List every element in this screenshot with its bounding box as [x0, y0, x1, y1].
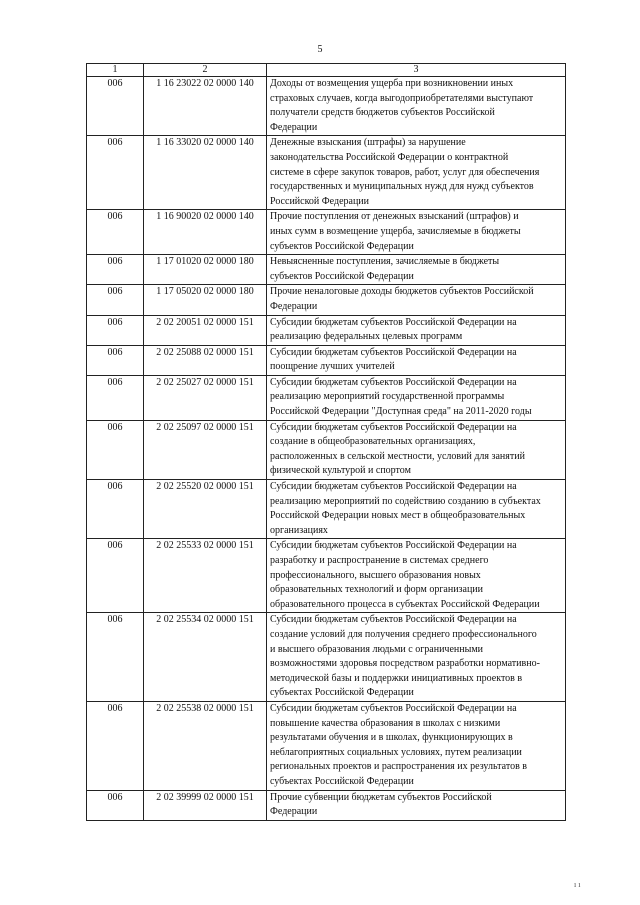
- budget-code-cell: 2 02 25097 02 0000 151: [144, 420, 267, 479]
- budget-code-cell: 2 02 25538 02 0000 151: [144, 701, 267, 790]
- description-line: региональных проектов и распространения их результатов в: [270, 761, 528, 773]
- description-line: субъектах Российской Федерации: [270, 687, 414, 699]
- description-line: физической культурой и спортом: [270, 465, 411, 477]
- description-cell: [267, 613, 566, 702]
- description-line: реализацию федеральных целевых программ: [270, 331, 463, 343]
- admin-code-cell: 006: [87, 420, 144, 479]
- description-line: Федерации: [270, 300, 318, 312]
- table-row: [87, 701, 566, 790]
- table-row: [87, 255, 566, 285]
- table-header-row: [87, 64, 566, 77]
- description-line: профессионального, высшего образования новых: [270, 569, 481, 581]
- budget-code-cell: 2 02 39999 02 0000 151: [144, 790, 267, 820]
- description-cell: [267, 255, 566, 285]
- description-line: субъектах Российской Федерации: [270, 775, 414, 787]
- description-line: образовательного процесса в субъектах Российской Федерации: [270, 598, 540, 610]
- table-row: [87, 539, 566, 613]
- page-number: 5: [317, 44, 323, 55]
- description-line: Доходы от возмещения ущерба при возникновении иных: [270, 78, 514, 89]
- admin-code-cell: 006: [87, 77, 144, 136]
- admin-code-cell: 006: [87, 136, 144, 210]
- table-body: [87, 77, 566, 821]
- admin-code-cell: 006: [87, 315, 144, 345]
- description-line: возможностями здоровья посредством разработки нормативно-: [270, 658, 540, 670]
- budget-code-cell: 2 02 20051 02 0000 151: [144, 315, 267, 345]
- description-line: создание в общеобразовательных организациях,: [270, 436, 476, 448]
- description-cell: [267, 790, 566, 820]
- table-row: [87, 345, 566, 375]
- description-line: Прочие неналоговые доходы бюджетов субъектов Российской: [270, 286, 534, 298]
- description-cell: [267, 136, 566, 210]
- description-line: Субсидии бюджетам субъектов Российской Федерации на: [270, 481, 517, 493]
- description-line: Прочие субвенции бюджетам субъектов Российской: [270, 791, 492, 803]
- budget-code-cell: 1 17 01020 02 0000 180: [144, 255, 267, 285]
- description-line: законодательства Российской Федерации о контрактной: [270, 151, 509, 163]
- description-line: Субсидии бюджетам субъектов Российской Федерации на: [270, 540, 517, 552]
- description-line: создание условий для получения среднего профессионального: [270, 628, 537, 640]
- description-cell: [267, 375, 566, 420]
- description-line: Денежные взыскания (штрафы) за нарушение: [270, 137, 466, 149]
- description-line: Субсидии бюджетам субъектов Российской Федерации на: [270, 421, 517, 433]
- description-cell: [267, 77, 566, 136]
- table-row: [87, 420, 566, 479]
- description-line: Прочие поступления от денежных взысканий (штрафов) и: [270, 211, 519, 223]
- table-row: [87, 77, 566, 136]
- admin-code-cell: 006: [87, 255, 144, 285]
- description-line: Невыясненные поступления, зачисляемые в бюджеты: [270, 256, 500, 268]
- description-line: субъектов Российской Федерации: [270, 270, 414, 282]
- table-row: [87, 285, 566, 315]
- description-line: образовательных технологий и форм организации: [270, 584, 484, 596]
- budget-code-cell: 1 16 33020 02 0000 140: [144, 136, 267, 210]
- budget-code-cell: 2 02 25027 02 0000 151: [144, 375, 267, 420]
- table-row: [87, 375, 566, 420]
- description-line: Российской Федерации: [270, 195, 370, 207]
- table-row: [87, 210, 566, 255]
- description-cell: [267, 345, 566, 375]
- description-line: реализацию мероприятий государственной программы: [270, 391, 505, 403]
- revenue-codes-table: [86, 63, 566, 821]
- admin-code-cell: 006: [87, 613, 144, 702]
- column-header-admin-code: 1: [87, 64, 144, 77]
- description-cell: [267, 285, 566, 315]
- description-cell: [267, 315, 566, 345]
- admin-code-cell: 006: [87, 375, 144, 420]
- description-line: Российской Федерации новых мест в общеобразовательных: [270, 510, 526, 522]
- table-row: [87, 613, 566, 702]
- description-line: разработку и распространение в системах среднего: [270, 555, 489, 566]
- description-line: методической базы и поддержки инициативных проектов в: [270, 672, 523, 684]
- description-line: Федерации: [270, 121, 318, 133]
- description-line: организациях: [270, 524, 328, 536]
- description-line: Российской Федерации "Доступная среда" на 2011-2020 годы: [270, 406, 532, 418]
- table-row: [87, 136, 566, 210]
- table-row: [87, 790, 566, 820]
- description-line: страховых случаев, когда выгодоприобретателями выступают: [270, 92, 534, 104]
- description-cell: [267, 480, 566, 539]
- description-line: получатели средств бюджетов субъектов Российской: [270, 107, 495, 119]
- description-cell: [267, 539, 566, 613]
- budget-code-cell: 2 02 25520 02 0000 151: [144, 480, 267, 539]
- budget-code-cell: 1 16 23022 02 0000 140: [144, 77, 267, 136]
- column-header-kbk: 2: [144, 64, 267, 77]
- description-line: системе в сфере закупок товаров, работ, услуг для обеспечения: [270, 166, 540, 178]
- budget-code-cell: 2 02 25534 02 0000 151: [144, 613, 267, 702]
- column-header-description: 3: [267, 64, 566, 77]
- description-line: результатами обучения и в школах, функционирующих в: [270, 732, 513, 744]
- admin-code-cell: 006: [87, 480, 144, 539]
- admin-code-cell: 006: [87, 539, 144, 613]
- budget-code-cell: 1 17 05020 02 0000 180: [144, 285, 267, 315]
- description-line: Субсидии бюджетам субъектов Российской Федерации на: [270, 376, 517, 388]
- description-line: и высшего образования людьми с ограниченными: [270, 643, 484, 655]
- description-line: Федерации: [270, 806, 318, 818]
- description-line: иных сумм в возмещение ущерба, зачисляемые в бюджеты: [270, 225, 521, 237]
- admin-code-cell: 006: [87, 790, 144, 820]
- description-line: повышение качества образования в школах с низкими: [270, 717, 501, 729]
- description-cell: [267, 420, 566, 479]
- description-line: расположенных в сельской местности, условий для занятий: [270, 450, 525, 462]
- admin-code-cell: 006: [87, 701, 144, 790]
- table-row: [87, 315, 566, 345]
- description-line: государственных и муниципальных нужд для нужд субъектов: [270, 181, 534, 193]
- table-row: [87, 480, 566, 539]
- admin-code-cell: 006: [87, 210, 144, 255]
- description-line: субъектов Российской Федерации: [270, 240, 414, 252]
- admin-code-cell: 006: [87, 285, 144, 315]
- admin-code-cell: 006: [87, 345, 144, 375]
- description-cell: [267, 210, 566, 255]
- budget-code-cell: 2 02 25088 02 0000 151: [144, 345, 267, 375]
- description-line: Субсидии бюджетам субъектов Российской Федерации на: [270, 614, 517, 626]
- budget-code-cell: 2 02 25533 02 0000 151: [144, 539, 267, 613]
- description-line: Субсидии бюджетам субъектов Российской Федерации на: [270, 346, 517, 358]
- description-cell: [267, 701, 566, 790]
- description-line: неблагоприятных социальных условиях, путем реализации: [270, 746, 522, 758]
- budget-code-cell: 1 16 90020 02 0000 140: [144, 210, 267, 255]
- description-line: реализацию мероприятий по содействию созданию в субъектах: [270, 495, 541, 507]
- description-line: Субсидии бюджетам субъектов Российской Федерации на: [270, 702, 517, 714]
- corner-marks: ı ı: [574, 880, 581, 889]
- description-line: поощрение лучших учителей: [270, 361, 395, 373]
- description-line: Субсидии бюджетам субъектов Российской Федерации на: [270, 316, 517, 328]
